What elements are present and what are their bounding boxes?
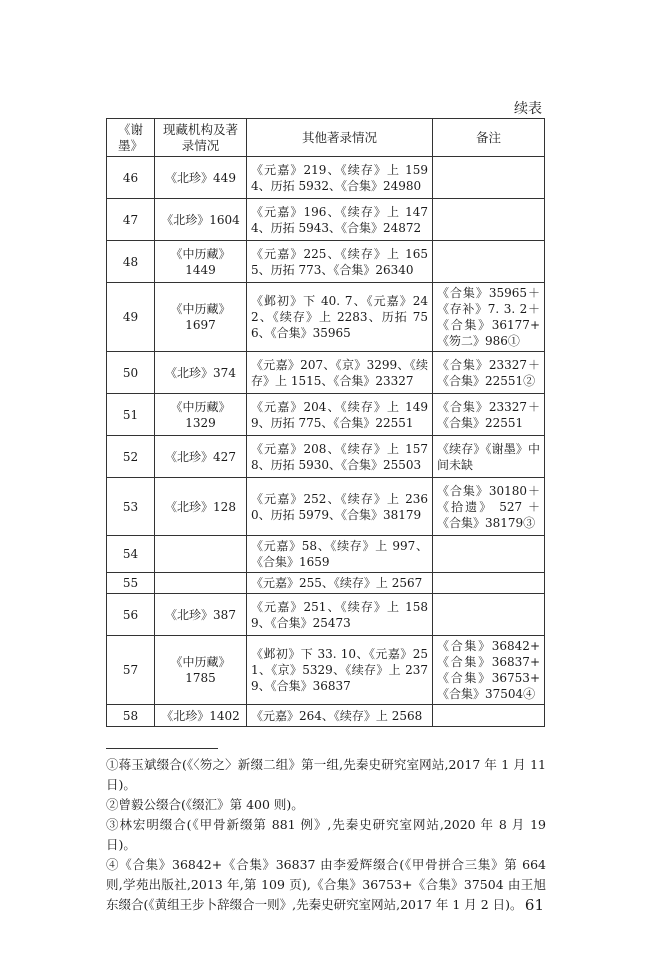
cell-note: 《合集》23327＋《合集》22551 [433, 394, 545, 436]
cell-collection: 《中历藏》1449 [155, 241, 247, 283]
cell-collection: 《北珍》128 [155, 478, 247, 536]
cell-other-records: 《元嘉》208、《续存》上 1578、历拓 5930、《合集》25503 [247, 436, 433, 478]
table-row [107, 705, 545, 727]
cell-number: 50 [107, 352, 155, 394]
table-row [107, 352, 545, 394]
cell-collection: 《北珍》427 [155, 436, 247, 478]
cell-note [433, 241, 545, 283]
header-collection: 现藏机构及著录情况 [155, 119, 247, 157]
cell-note: 《续存》《谢墨》中间未缺 [433, 436, 545, 478]
cell-collection: 《北珍》374 [155, 352, 247, 394]
table-row [107, 436, 545, 478]
table-row [107, 636, 545, 705]
cell-other-records: 《元嘉》219、《续存》上 1594、历拓 5932、《合集》24980 [247, 157, 433, 199]
cell-number: 46 [107, 157, 155, 199]
cell-collection: 《中历藏》1697 [155, 283, 247, 352]
cell-number: 54 [107, 536, 155, 573]
table-row [107, 199, 545, 241]
table-row [107, 283, 545, 352]
table-row [107, 157, 545, 199]
table-row [107, 478, 545, 536]
page-number: 61 [524, 896, 544, 914]
cell-other-records: 《元嘉》225、《续存》上 1655、历拓 773、《合集》26340 [247, 241, 433, 283]
cell-number: 47 [107, 199, 155, 241]
header-notes: 备注 [433, 119, 545, 157]
cell-other-records: 《元嘉》207、《京》3299、《续存》上 1515、《合集》23327 [247, 352, 433, 394]
cell-other-records: 《元嘉》264、《续存》上 2568 [247, 705, 433, 727]
cell-note: 《合集》36842+《合集》36837+《合集》36753+《合集》37504④ [433, 636, 545, 705]
cell-other-records: 《元嘉》252、《续存》上 2360、历拓 5979、《合集》38179 [247, 478, 433, 536]
cell-number: 57 [107, 636, 155, 705]
cell-number: 48 [107, 241, 155, 283]
cell-collection: 《北珍》1604 [155, 199, 247, 241]
cell-collection: 《中历藏》1785 [155, 636, 247, 705]
footnote-1: ①蒋玉斌缀合(《〈笏之〉新缀二组》第一组,先秦史研究室网站,2017 年 1 月 11 日)。 [106, 757, 546, 792]
cell-note: 《合集》35965＋《存补》7. 3. 2＋《合集》36177+《笏二》986① [433, 283, 545, 352]
cell-collection: 《中历藏》1329 [155, 394, 247, 436]
cell-collection [155, 536, 247, 573]
table-row [107, 536, 545, 573]
cell-collection: 《北珍》1402 [155, 705, 247, 727]
cell-note [433, 157, 545, 199]
cell-other-records: 《元嘉》58、《续存》上 997、《合集》1659 [247, 536, 433, 573]
cell-note: 《合集》23327＋《合集》22551② [433, 352, 545, 394]
cell-number: 52 [107, 436, 155, 478]
cell-note [433, 536, 545, 573]
table-row [107, 594, 545, 636]
cell-collection: 《北珍》387 [155, 594, 247, 636]
cell-note [433, 199, 545, 241]
cell-number: 58 [107, 705, 155, 727]
cell-number: 55 [107, 573, 155, 594]
table-header-row [107, 119, 545, 157]
footnote-3: ③林宏明缀合(《甲骨新缀第 881 例》,先秦史研究室网站,2020 年 8 月 19 日)。 [106, 817, 546, 852]
table-row [107, 394, 545, 436]
cell-other-records: 《邺初》下 33. 10、《元嘉》251、《京》5329、《续存》上 2379、《合集》36837 [247, 636, 433, 705]
cell-collection [155, 573, 247, 594]
cell-note: 《合集》30180＋《拾遗》 527 ＋《合集》38179③ [433, 478, 545, 536]
cell-number: 56 [107, 594, 155, 636]
cell-note [433, 705, 545, 727]
header-xiemo: 《谢墨》 [107, 119, 155, 157]
cell-other-records: 《元嘉》251、《续存》上 1589、《合集》25473 [247, 594, 433, 636]
table-caption: 续表 [514, 101, 542, 117]
header-other-records: 其他著录情况 [247, 119, 433, 157]
cell-other-records: 《元嘉》196、《续存》上 1474、历拓 5943、《合集》24872 [247, 199, 433, 241]
cell-other-records: 《邺初》下 40. 7、《元嘉》242、《续存》上 2283、历拓 756、《合集》35965 [247, 283, 433, 352]
footnote-divider [106, 748, 218, 749]
footnote-2: ②曾毅公缀合(《缀汇》第 400 则)。 [106, 797, 304, 812]
table-row [107, 573, 545, 594]
cell-collection: 《北珍》449 [155, 157, 247, 199]
cell-number: 53 [107, 478, 155, 536]
table-row [107, 241, 545, 283]
footnotes [106, 755, 546, 915]
cell-number: 49 [107, 283, 155, 352]
footnote-4: ④《合集》36842+《合集》36837 由李爱辉缀合(《甲骨拼合三集》第 664 则,学苑出版社,2013 年,第 109 页),《合集》36753+《合集》37504 由王旭东缀合(《黄组王步卜辞缀合一则》,先秦史研究室网站,2017 年 1 月 2 日)。 [106, 857, 546, 912]
cell-note [433, 573, 545, 594]
table-body [107, 157, 545, 727]
cell-other-records: 《元嘉》255、《续存》上 2567 [247, 573, 433, 594]
cell-other-records: 《元嘉》204、《续存》上 1499、历拓 775、《合集》22551 [247, 394, 433, 436]
cell-number: 51 [107, 394, 155, 436]
cell-note [433, 594, 545, 636]
records-table [106, 118, 545, 727]
